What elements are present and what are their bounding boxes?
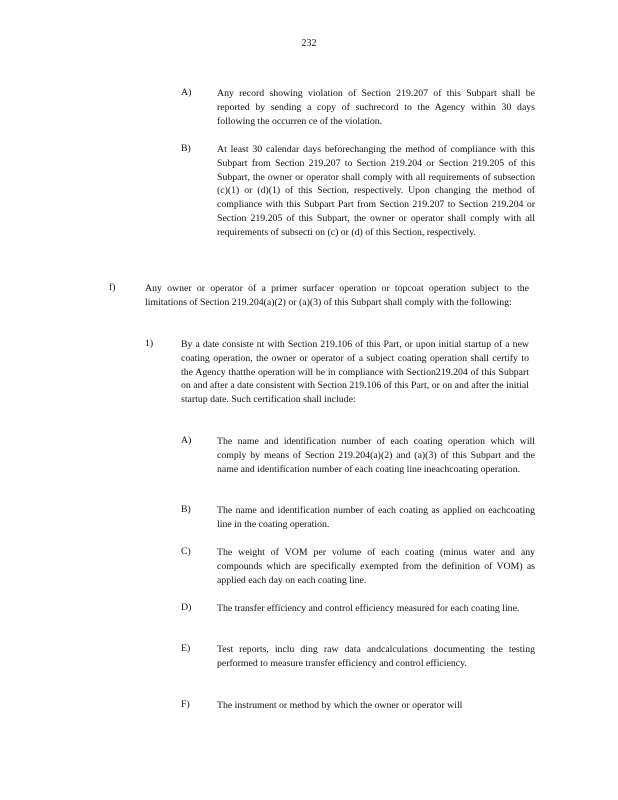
- item-label: E): [181, 643, 191, 654]
- item-label: C): [181, 546, 191, 557]
- item-label: B): [181, 143, 191, 154]
- item-label: D): [181, 602, 192, 613]
- item-label: f): [109, 282, 116, 293]
- page-number: 232: [301, 38, 317, 49]
- item-text: The instrument or method by which the owner or operator will: [217, 700, 463, 711]
- item-label: B): [181, 504, 191, 515]
- item-label: 1): [145, 338, 154, 349]
- item-text: At least 30 calendar days beforechanging the method of compliance with this Subpart from Section 219.207 to Section 219.204 or Section 219.205 of this Subpart, the owner or operator shall comply with all requirements of subsection (c)(1) or (d)(1) of this Section, respectively. Upon changing the method of compliance with this Subpart Part from Section 219.207 to Section 219.204 or Section 219.205 of this Subpart, the owner or operator shall comply with all requirements of subsecti on (c) or (d) of this Section, respectively.: [217, 144, 535, 238]
- item-text: Test reports, inclu ding raw data andcalculations documenting the testing performed to measure transfer efficiency and control efficiency.: [217, 644, 535, 669]
- item-label: A): [181, 87, 192, 98]
- item-label: A): [181, 435, 192, 446]
- item-text: Any record showing violation of Section 219.207 of this Subpart shall be reported by sending a copy of suchrecord to the Agency within 30 days following the occurren ce of the violation.: [217, 88, 535, 127]
- item-text: The name and identification number of each coating operation which will comply by means of Section 219.204(a)(2) and (a)(3) of this Subpart and the name and identification number of each coating line ineachcoating operation.: [217, 436, 535, 475]
- item-text: The name and identification number of each coating as applied on eachcoating line in the coating operation.: [217, 505, 535, 530]
- item-label: F): [181, 699, 190, 710]
- item-text: By a date consiste nt with Section 219.106 of this Part, or upon initial startup of a new coating operation, the owner or operator of a subject coating operation shall certify to the Agency thatthe operation will be in compliance with Section219.204 of this Subpart on and after a date consistent with Section 219.106 of this Part, or on and after the initial startup date. Such certification shall include:: [181, 339, 529, 406]
- item-text: The transfer efficiency and control efficiency measured for each coating line.: [217, 603, 520, 614]
- item-text: The weight of VOM per volume of each coating (minus water and any compounds which are specifically exempted from the definition of VOM) as applied each day on each coating line.: [217, 547, 535, 586]
- item-text: Any owner or operator of a primer surfacer operation or topcoat operation subject to the limitations of Section 219.204(a)(2) or (a)(3) of this Subpart shall comply with the following:: [145, 283, 529, 308]
